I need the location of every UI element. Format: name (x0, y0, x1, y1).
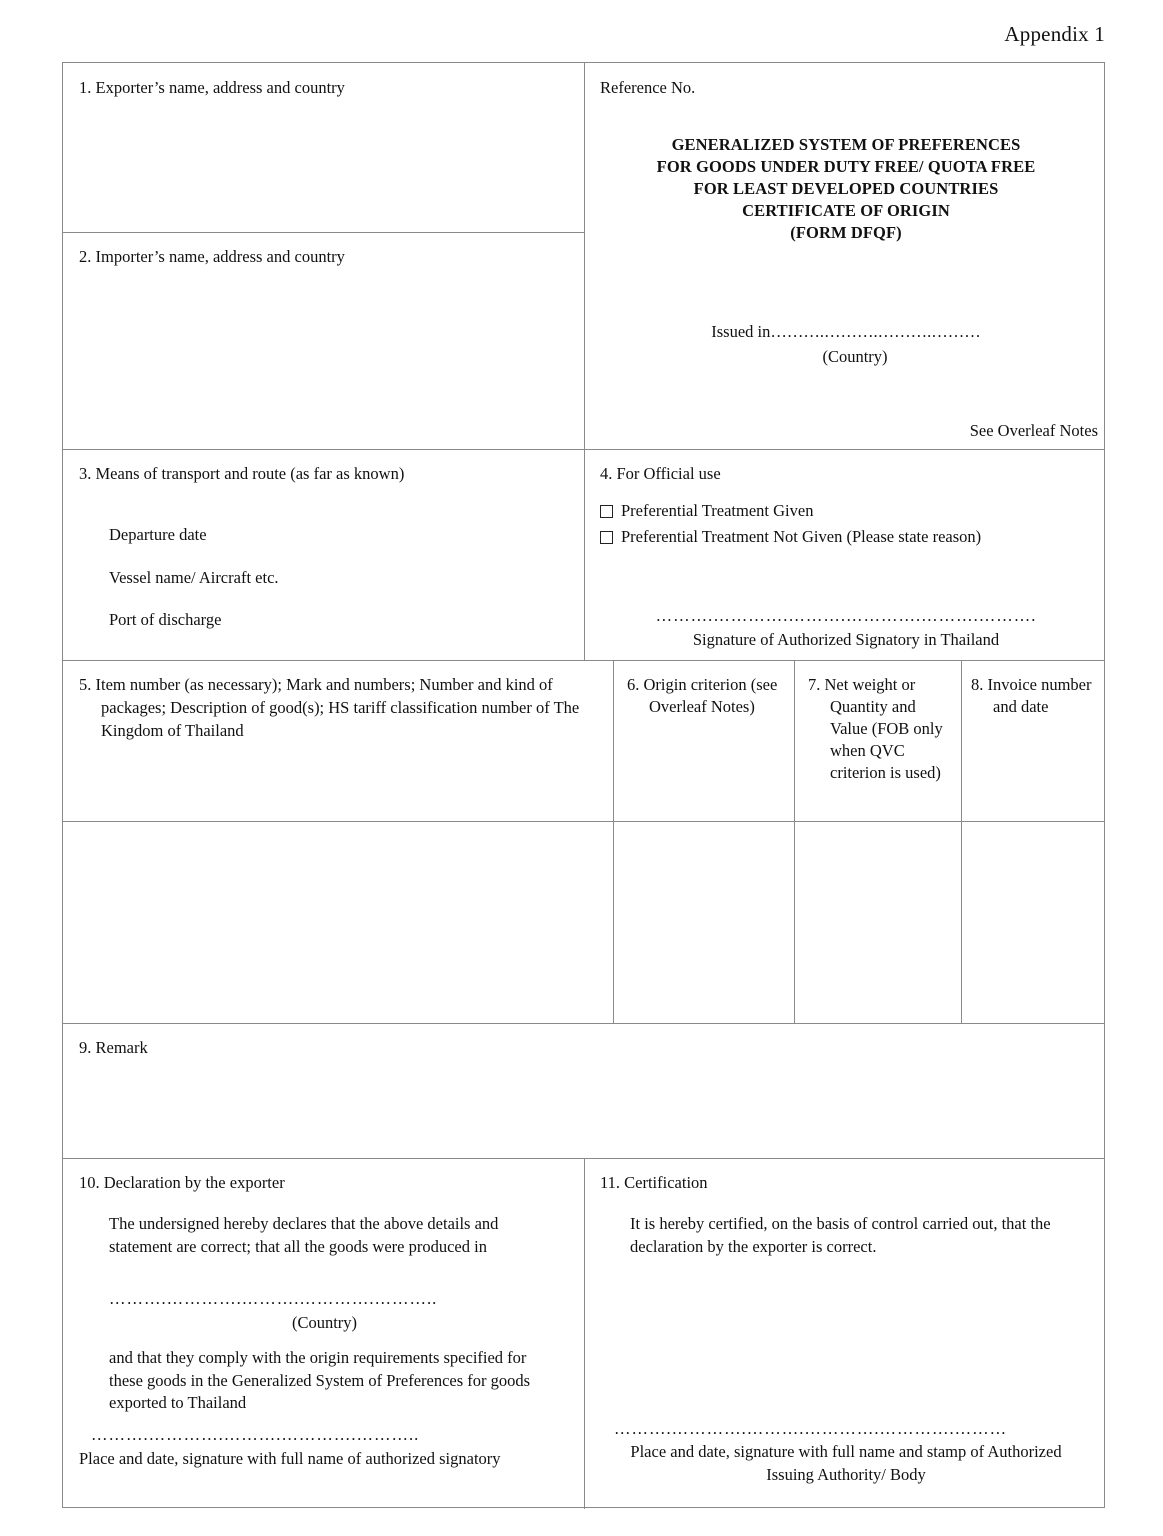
table-header-invoice-number (961, 660, 1106, 821)
table-cell-invoice-number[interactable] (961, 821, 1106, 1023)
box-exporter[interactable] (63, 63, 584, 232)
box-reference[interactable] (584, 63, 1106, 449)
issued-in-line (600, 321, 1092, 344)
box-importer[interactable] (63, 232, 584, 449)
box-official-use[interactable] (584, 449, 1106, 660)
declaration-paragraph-1: The undersigned hereby declares that the above details and statement are correct; that all the goods were produced in (109, 1213, 499, 1256)
certification-signature-group (614, 1418, 1092, 1487)
table-header-item-description (63, 660, 613, 821)
reference-no-label: Reference No. (600, 78, 696, 97)
issued-in-label: Issued in (711, 322, 771, 342)
box-certification-label: 11. Certification (600, 1173, 708, 1192)
box-exporter-label: 1. Exporter’s name, address and country (79, 78, 345, 97)
certificate-of-origin-form (62, 62, 1105, 1508)
checkbox-icon[interactable] (600, 505, 613, 518)
form-title-line-5: (FORM DFQF) (790, 222, 902, 242)
declaration-paragraph-2: and that they comply with the origin requirements specified for these goods in the Generalized System of Preferences for goods exported to Thailand (109, 1347, 531, 1413)
preferential-treatment-not-given-label: Preferential Treatment Not Given (Please state reason) (621, 526, 982, 546)
box-remark-label: 9. Remark (79, 1038, 148, 1057)
departure-date-field[interactable]: Departure date (109, 524, 207, 544)
form-title-line-1: GENERALIZED SYSTEM OF PREFERENCES (671, 134, 1021, 154)
preferential-treatment-given-row[interactable] (600, 500, 1092, 523)
box-means-of-transport-label: 3. Means of transport and route (as far as known) (79, 464, 405, 483)
preferential-treatment-not-given-row[interactable] (600, 526, 1092, 549)
port-of-discharge-field[interactable]: Port of discharge (109, 610, 222, 630)
table-header-invoice-number-label: 8. Invoice number and date (971, 675, 1092, 717)
certification-paragraph-1: It is hereby certified, on the basis of control carried out, that the declaration by the exporter is correct. (630, 1213, 1051, 1256)
box-declaration[interactable] (63, 1158, 584, 1509)
declaration-country-group[interactable] (79, 1288, 568, 1335)
issued-in-group[interactable] (600, 321, 1092, 369)
box-means-of-transport[interactable] (63, 449, 584, 660)
box-certification[interactable] (584, 1158, 1106, 1509)
issued-in-dots: ……….……….……….……… (770, 322, 981, 342)
checkbox-icon[interactable] (600, 531, 613, 544)
table-cell-origin-criterion[interactable] (613, 821, 794, 1023)
box-remark[interactable] (63, 1023, 1106, 1158)
table-header-origin-criterion (613, 660, 794, 821)
table-header-net-weight (794, 660, 961, 821)
declaration-signature-group (79, 1424, 568, 1471)
declaration-country-caption: (Country) (291, 1313, 358, 1333)
declaration-signature-caption: Place and date, signature with full name of authorized signatory (79, 1449, 501, 1469)
vessel-name-field[interactable]: Vessel name/ Aircraft etc. (109, 567, 279, 587)
table-cell-net-weight[interactable] (794, 821, 961, 1023)
table-cell-item-description[interactable] (63, 821, 613, 1023)
form-title-line-3: FOR LEAST DEVELOPED COUNTRIES (693, 178, 999, 198)
box-importer-label: 2. Importer’s name, address and country (79, 247, 345, 266)
table-header-net-weight-label: 7. Net weight or Quantity and Value (FOB only when QVC criterion is used) (808, 675, 943, 783)
table-header-origin-criterion-label: 6. Origin criterion (see Overleaf Notes) (627, 675, 778, 717)
box-official-use-label: 4. For Official use (600, 464, 721, 483)
certification-signature-caption-line-1: Place and date, signature with full name and stamp of Authorized (630, 1442, 1062, 1462)
form-title-block (600, 134, 1092, 244)
official-signature-caption: Signature of Authorized Signatory in Thailand (692, 630, 1000, 650)
form-title-line-2: FOR GOODS UNDER DUTY FREE/ QUOTA FREE (656, 156, 1036, 176)
official-signature-dots: ……….………….……….………….……….………. (655, 606, 1037, 626)
appendix-label: Appendix 1 (1004, 22, 1105, 46)
box-declaration-label: 10. Declaration by the exporter (79, 1173, 285, 1192)
declaration-country-dots: ……….………….……….………….……….. (109, 1289, 438, 1309)
official-signature-group (600, 605, 1092, 652)
certification-signature-dots: ……….………….……….………….………….……… (614, 1418, 1008, 1438)
declaration-signature-dots: ……….………….……….………….……….. (91, 1425, 420, 1445)
table-header-item-description-label: 5. Item number (as necessary); Mark and numbers; Number and kind of packages; Description of good(s); HS tariff classification number of The Kingdom of Thailand (79, 675, 580, 740)
see-overleaf-notes: See Overleaf Notes (969, 421, 1098, 441)
certification-signature-caption-line-2: Issuing Authority/ Body (766, 1465, 926, 1485)
preferential-treatment-given-label: Preferential Treatment Given (621, 500, 814, 520)
issued-in-country-caption: (Country) (822, 347, 888, 367)
form-title-line-4: CERTIFICATE OF ORIGIN (742, 200, 950, 220)
